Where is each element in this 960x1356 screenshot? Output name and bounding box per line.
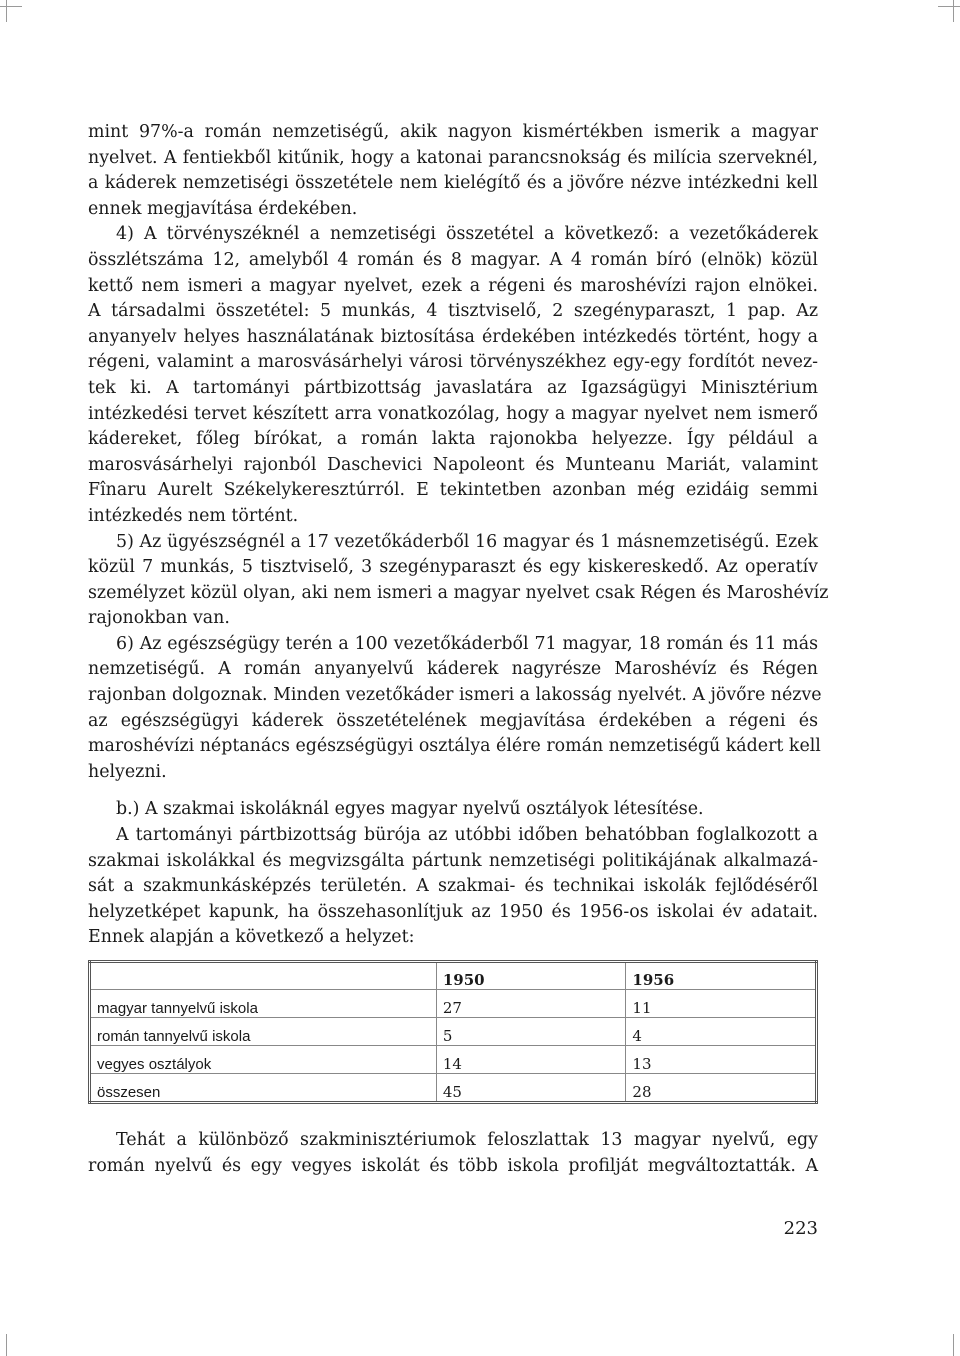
table-header-cell: 1950 (436, 962, 626, 990)
text-line: maroshévízi néptanács egészségügyi osztálya élére román nemzetiségű kádert kell (88, 736, 821, 757)
text-line: kettő nem ismeri a magyar nyelvet, ezek a régeni és maroshévízi rajon elnökei. (88, 275, 818, 296)
text-line: régeni, valamint a marosvásárhelyi városi törvényszékhez egy-egy fordítót nevez- (88, 352, 818, 373)
table-cell: 28 (626, 1074, 817, 1103)
text-line: 4) A törvényszéknél a nemzetiségi összetétel a következő: a vezetőkáderek (116, 224, 818, 245)
text-line: helyezni. (88, 761, 167, 782)
text-line: A társadalmi összetétel: 5 munkás, 4 tisztviselő, 2 szegényparaszt, 1 pap. Az (88, 301, 818, 322)
crop-mark-top-left-h (0, 6, 22, 7)
crop-mark-top-left-v (6, 0, 7, 22)
text-line: intézkedési tervet készített arra vonatkozólag, hogy a magyar nyelvet nem ismerő (88, 403, 818, 424)
table-row (90, 1046, 817, 1074)
table-header-cell (90, 962, 437, 990)
text-line: tek ki. A tartományi pártbizottság javaslatára az Igazságügyi Minisztérium (88, 377, 818, 398)
text-line: kádereket, főleg bírókat, a román lakta rajonokba helyezze. Így például a (88, 429, 818, 450)
text-line: szakmai iskolákkal és megvizsgálta pártunk nemzetiségi politikájának alkalmazá- (88, 850, 818, 871)
table-row (90, 1018, 817, 1046)
document-body (88, 120, 829, 951)
text-line: rajonban dolgoznak. Minden vezetőkáder ismeri a lakosság nyelvét. A jövőre nézve (88, 685, 822, 706)
table-cell: 5 (436, 1018, 626, 1046)
text-line: marosvásárhelyi rajonból Daschevici Napoleont és Munteanu Mariát, valamint (88, 454, 818, 475)
text-line: sát a szakmunkásképzés területén. A szakmai- és technikai iskolák fejlődéséről (88, 876, 818, 897)
text-line: 5) Az ügyészségnél a 17 vezetőkáderből 16 magyar és 1 másnemzetiségű. Ezek (116, 531, 818, 552)
table-cell: 27 (436, 990, 626, 1018)
crop-mark-bottom-right-v (953, 1334, 954, 1356)
paragraph-health (88, 632, 822, 786)
schools-table (88, 960, 818, 1104)
text-line: személyzet közül olyan, aki nem ismeri a magyar nyelvet csak Régen és Maroshévíz (88, 582, 829, 603)
section-heading: b.) A szakmai iskoláknál egyes magyar nyelvű osztályok létesítése. (116, 799, 704, 820)
paragraph-court (88, 222, 818, 529)
text-line: rajonokban van. (88, 608, 230, 629)
crop-mark-bottom-left-v (6, 1334, 7, 1356)
text-line: Ennek alapján a következő a helyzet: (88, 927, 415, 948)
text-line: A tartományi pártbizottság bürója az utóbbi időben behatóbban foglalkozott a (116, 825, 818, 846)
table-cell: román tannyelvű iskola (90, 1018, 437, 1046)
crop-mark-top-right-v (953, 0, 954, 22)
text-line: 6) Az egészségügy terén a 100 vezetőkáderből 71 magyar, 18 román és 11 más (116, 633, 818, 654)
text-line: anyanyelv helyes használatának biztosítása érdekében intézkedés történt, hogy a (88, 326, 818, 347)
table-row (90, 1074, 817, 1103)
table-cell: 45 (436, 1074, 626, 1103)
text-line: a káderek nemzetiségi összetétele nem kielégítő és a jövőre nézve intézkedni kell (88, 173, 818, 194)
table-cell: 4 (626, 1018, 817, 1046)
table-cell: 13 (626, 1046, 817, 1074)
text-line: közül 7 munkás, 5 tisztviselő, 3 szegényparaszt és egy kiskereskedő. Az operatív (88, 557, 818, 578)
table-cell: 11 (626, 990, 817, 1018)
paragraph-schools (88, 823, 818, 951)
table-cell: összesen (90, 1074, 437, 1103)
text-line: mint 97%-a román nemzetiségű, akik nagyon kismértékben ismerik a magyar (88, 122, 818, 142)
text-line: Fînaru Aurelt Székelykeresztúrról. E tekintetben azonban még ezidáig semmi (88, 480, 818, 501)
paragraph-conclusion (88, 1128, 818, 1179)
page-number: 223 (783, 1218, 818, 1239)
text-line: nyelvet. A fentiekből kitűnik, hogy a katonai parancsnokság és milícia szerveknél, (88, 147, 818, 168)
text-line: az egészségügyi káderek összetételének megjavítása érdekében a régeni és (88, 710, 818, 731)
table-cell: 14 (436, 1046, 626, 1074)
text-line: intézkedés nem történt. (88, 505, 299, 526)
table-header-row (90, 962, 817, 990)
text-line: összlétszáma 12, amelyből 4 román és 8 magyar. A 4 román bíró (elnök) közül (88, 249, 818, 270)
text-line: nemzetiségű. A román anyanyelvű káderek nagyrésze Maroshévíz és Régen (88, 659, 818, 680)
text-line: Tehát a különböző szakminisztériumok feloszlattak 13 magyar nyelvű, egy (116, 1130, 818, 1150)
text-line: ennek megjavítása érdekében. (88, 198, 358, 219)
paragraph-prosecution (88, 530, 829, 632)
table-header-cell: 1956 (626, 962, 817, 990)
crop-mark-top-right-h (938, 6, 960, 7)
table-cell: magyar tannyelvű iskola (90, 990, 437, 1018)
text-line: helyzetképet kapunk, ha összehasonlítjuk az 1950 és 1956-os iskolai év adatait. (88, 901, 818, 922)
table-cell: vegyes osztályok (90, 1046, 437, 1074)
paragraph-intro (88, 120, 818, 222)
table-row (90, 990, 817, 1018)
text-line: román nyelvű és egy vegyes iskolát és több iskola profilját megváltoztatták. A (88, 1155, 818, 1176)
